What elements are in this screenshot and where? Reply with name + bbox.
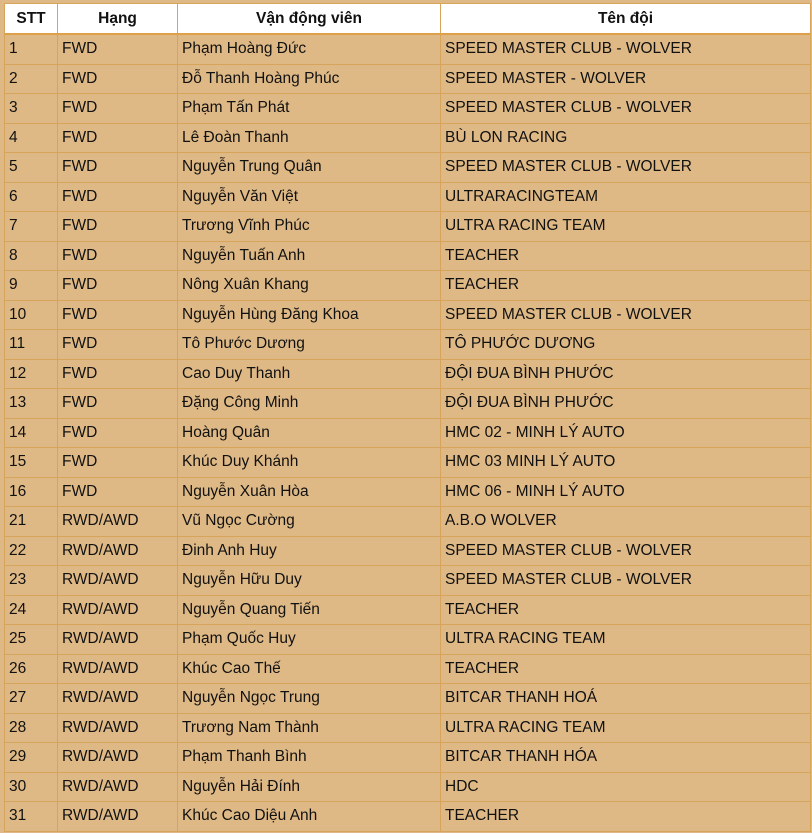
cell-stt: 31 bbox=[5, 802, 58, 832]
cell-stt: 25 bbox=[5, 625, 58, 655]
cell-hang: FWD bbox=[58, 183, 178, 213]
cell-ten-doi: A.B.O WOLVER bbox=[441, 507, 811, 537]
cell-hang: RWD/AWD bbox=[58, 566, 178, 596]
cell-van-dong-vien: Nguyễn Văn Việt bbox=[178, 183, 441, 213]
cell-van-dong-vien: Nguyễn Hữu Duy bbox=[178, 566, 441, 596]
cell-van-dong-vien: Khúc Duy Khánh bbox=[178, 448, 441, 478]
cell-ten-doi: SPEED MASTER CLUB - WOLVER bbox=[441, 94, 811, 124]
cell-van-dong-vien: Nguyễn Tuấn Anh bbox=[178, 242, 441, 272]
cell-stt: 6 bbox=[5, 183, 58, 213]
cell-hang: FWD bbox=[58, 153, 178, 183]
cell-stt: 13 bbox=[5, 389, 58, 419]
cell-van-dong-vien: Đinh Anh Huy bbox=[178, 537, 441, 567]
table-row bbox=[5, 35, 811, 65]
table-row bbox=[5, 360, 811, 390]
cell-stt: 8 bbox=[5, 242, 58, 272]
cell-hang: FWD bbox=[58, 271, 178, 301]
cell-hang: FWD bbox=[58, 301, 178, 331]
cell-van-dong-vien: Đặng Công Minh bbox=[178, 389, 441, 419]
cell-ten-doi: TEACHER bbox=[441, 271, 811, 301]
cell-van-dong-vien: Hoàng Quân bbox=[178, 419, 441, 449]
cell-hang: RWD/AWD bbox=[58, 743, 178, 773]
cell-ten-doi: SPEED MASTER CLUB - WOLVER bbox=[441, 153, 811, 183]
cell-van-dong-vien: Đỗ Thanh Hoàng Phúc bbox=[178, 65, 441, 95]
cell-hang: RWD/AWD bbox=[58, 773, 178, 803]
cell-hang: FWD bbox=[58, 389, 178, 419]
cell-hang: FWD bbox=[58, 242, 178, 272]
cell-stt: 29 bbox=[5, 743, 58, 773]
cell-van-dong-vien: Phạm Quốc Huy bbox=[178, 625, 441, 655]
cell-ten-doi: ULTRA RACING TEAM bbox=[441, 714, 811, 744]
cell-ten-doi: BITCAR THANH HÓA bbox=[441, 743, 811, 773]
cell-van-dong-vien: Nguyễn Hải Đính bbox=[178, 773, 441, 803]
table-row bbox=[5, 153, 811, 183]
cell-hang: RWD/AWD bbox=[58, 507, 178, 537]
cell-hang: FWD bbox=[58, 448, 178, 478]
header-van-dong-vien: Vận động viên bbox=[178, 4, 441, 35]
cell-ten-doi: HDC bbox=[441, 773, 811, 803]
cell-ten-doi: SPEED MASTER CLUB - WOLVER bbox=[441, 537, 811, 567]
table-row bbox=[5, 419, 811, 449]
table-row bbox=[5, 183, 811, 213]
cell-hang: FWD bbox=[58, 360, 178, 390]
cell-van-dong-vien: Nông Xuân Khang bbox=[178, 271, 441, 301]
cell-hang: FWD bbox=[58, 94, 178, 124]
cell-van-dong-vien: Phạm Tấn Phát bbox=[178, 94, 441, 124]
cell-hang: RWD/AWD bbox=[58, 537, 178, 567]
cell-ten-doi: SPEED MASTER CLUB - WOLVER bbox=[441, 35, 811, 65]
cell-ten-doi: SPEED MASTER CLUB - WOLVER bbox=[441, 566, 811, 596]
cell-hang: RWD/AWD bbox=[58, 625, 178, 655]
cell-stt: 16 bbox=[5, 478, 58, 508]
table-row bbox=[5, 389, 811, 419]
table-row bbox=[5, 478, 811, 508]
table-row bbox=[5, 330, 811, 360]
table-row bbox=[5, 507, 811, 537]
cell-stt: 27 bbox=[5, 684, 58, 714]
cell-ten-doi: HMC 06 - MINH LÝ AUTO bbox=[441, 478, 811, 508]
cell-hang: RWD/AWD bbox=[58, 655, 178, 685]
cell-van-dong-vien: Nguyễn Quang Tiến bbox=[178, 596, 441, 626]
table-row bbox=[5, 743, 811, 773]
table-header-row bbox=[5, 4, 811, 35]
cell-van-dong-vien: Nguyễn Xuân Hòa bbox=[178, 478, 441, 508]
cell-van-dong-vien: Vũ Ngọc Cường bbox=[178, 507, 441, 537]
cell-van-dong-vien: Trương Nam Thành bbox=[178, 714, 441, 744]
cell-hang: RWD/AWD bbox=[58, 714, 178, 744]
racers-table bbox=[4, 3, 811, 832]
cell-stt: 10 bbox=[5, 301, 58, 331]
table-row bbox=[5, 242, 811, 272]
table-row bbox=[5, 596, 811, 626]
cell-van-dong-vien: Khúc Cao Diệu Anh bbox=[178, 802, 441, 832]
table-row bbox=[5, 94, 811, 124]
cell-stt: 28 bbox=[5, 714, 58, 744]
cell-stt: 21 bbox=[5, 507, 58, 537]
cell-van-dong-vien: Phạm Hoàng Đức bbox=[178, 35, 441, 65]
cell-van-dong-vien: Lê Đoàn Thanh bbox=[178, 124, 441, 154]
cell-van-dong-vien: Nguyễn Ngọc Trung bbox=[178, 684, 441, 714]
cell-ten-doi: ULTRARACINGTEAM bbox=[441, 183, 811, 213]
cell-stt: 15 bbox=[5, 448, 58, 478]
cell-stt: 9 bbox=[5, 271, 58, 301]
cell-ten-doi: ĐỘI ĐUA BÌNH PHƯỚC bbox=[441, 360, 811, 390]
cell-hang: FWD bbox=[58, 419, 178, 449]
table-row bbox=[5, 625, 811, 655]
table-row bbox=[5, 655, 811, 685]
cell-hang: FWD bbox=[58, 330, 178, 360]
cell-hang: RWD/AWD bbox=[58, 802, 178, 832]
cell-ten-doi: TEACHER bbox=[441, 655, 811, 685]
cell-stt: 12 bbox=[5, 360, 58, 390]
table-body bbox=[5, 35, 811, 832]
cell-ten-doi: TEACHER bbox=[441, 596, 811, 626]
cell-stt: 3 bbox=[5, 94, 58, 124]
cell-stt: 4 bbox=[5, 124, 58, 154]
cell-ten-doi: SPEED MASTER CLUB - WOLVER bbox=[441, 301, 811, 331]
cell-stt: 14 bbox=[5, 419, 58, 449]
header-ten-doi: Tên đội bbox=[441, 4, 811, 35]
cell-ten-doi: ULTRA RACING TEAM bbox=[441, 212, 811, 242]
cell-ten-doi: TEACHER bbox=[441, 802, 811, 832]
cell-stt: 23 bbox=[5, 566, 58, 596]
cell-van-dong-vien: Nguyễn Trung Quân bbox=[178, 153, 441, 183]
cell-hang: FWD bbox=[58, 212, 178, 242]
cell-ten-doi: HMC 03 MINH LÝ AUTO bbox=[441, 448, 811, 478]
cell-ten-doi: HMC 02 - MINH LÝ AUTO bbox=[441, 419, 811, 449]
cell-hang: RWD/AWD bbox=[58, 596, 178, 626]
table-row bbox=[5, 301, 811, 331]
cell-stt: 26 bbox=[5, 655, 58, 685]
cell-ten-doi: SPEED MASTER - WOLVER bbox=[441, 65, 811, 95]
table-row bbox=[5, 684, 811, 714]
cell-stt: 11 bbox=[5, 330, 58, 360]
table-row bbox=[5, 65, 811, 95]
cell-stt: 24 bbox=[5, 596, 58, 626]
cell-hang: FWD bbox=[58, 35, 178, 65]
table-row bbox=[5, 212, 811, 242]
cell-hang: FWD bbox=[58, 65, 178, 95]
cell-stt: 2 bbox=[5, 65, 58, 95]
cell-stt: 7 bbox=[5, 212, 58, 242]
table-row bbox=[5, 714, 811, 744]
cell-van-dong-vien: Trương Vĩnh Phúc bbox=[178, 212, 441, 242]
cell-ten-doi: ĐỘI ĐUA BÌNH PHƯỚC bbox=[441, 389, 811, 419]
cell-van-dong-vien: Tô Phước Dương bbox=[178, 330, 441, 360]
cell-stt: 22 bbox=[5, 537, 58, 567]
table-row bbox=[5, 773, 811, 803]
cell-van-dong-vien: Khúc Cao Thế bbox=[178, 655, 441, 685]
cell-ten-doi: TÔ PHƯỚC DƯƠNG bbox=[441, 330, 811, 360]
cell-stt: 1 bbox=[5, 35, 58, 65]
header-hang: Hạng bbox=[58, 4, 178, 35]
cell-ten-doi: BITCAR THANH HOÁ bbox=[441, 684, 811, 714]
table-row bbox=[5, 566, 811, 596]
cell-van-dong-vien: Nguyễn Hùng Đăng Khoa bbox=[178, 301, 441, 331]
cell-ten-doi: ULTRA RACING TEAM bbox=[441, 625, 811, 655]
cell-van-dong-vien: Phạm Thanh Bình bbox=[178, 743, 441, 773]
cell-ten-doi: BÙ LON RACING bbox=[441, 124, 811, 154]
table-row bbox=[5, 537, 811, 567]
table-row bbox=[5, 271, 811, 301]
cell-van-dong-vien: Cao Duy Thanh bbox=[178, 360, 441, 390]
table-row bbox=[5, 448, 811, 478]
table-row bbox=[5, 802, 811, 832]
header-stt: STT bbox=[5, 4, 58, 35]
cell-hang: RWD/AWD bbox=[58, 684, 178, 714]
cell-hang: FWD bbox=[58, 124, 178, 154]
cell-ten-doi: TEACHER bbox=[441, 242, 811, 272]
cell-hang: FWD bbox=[58, 478, 178, 508]
cell-stt: 30 bbox=[5, 773, 58, 803]
cell-stt: 5 bbox=[5, 153, 58, 183]
table-row bbox=[5, 124, 811, 154]
